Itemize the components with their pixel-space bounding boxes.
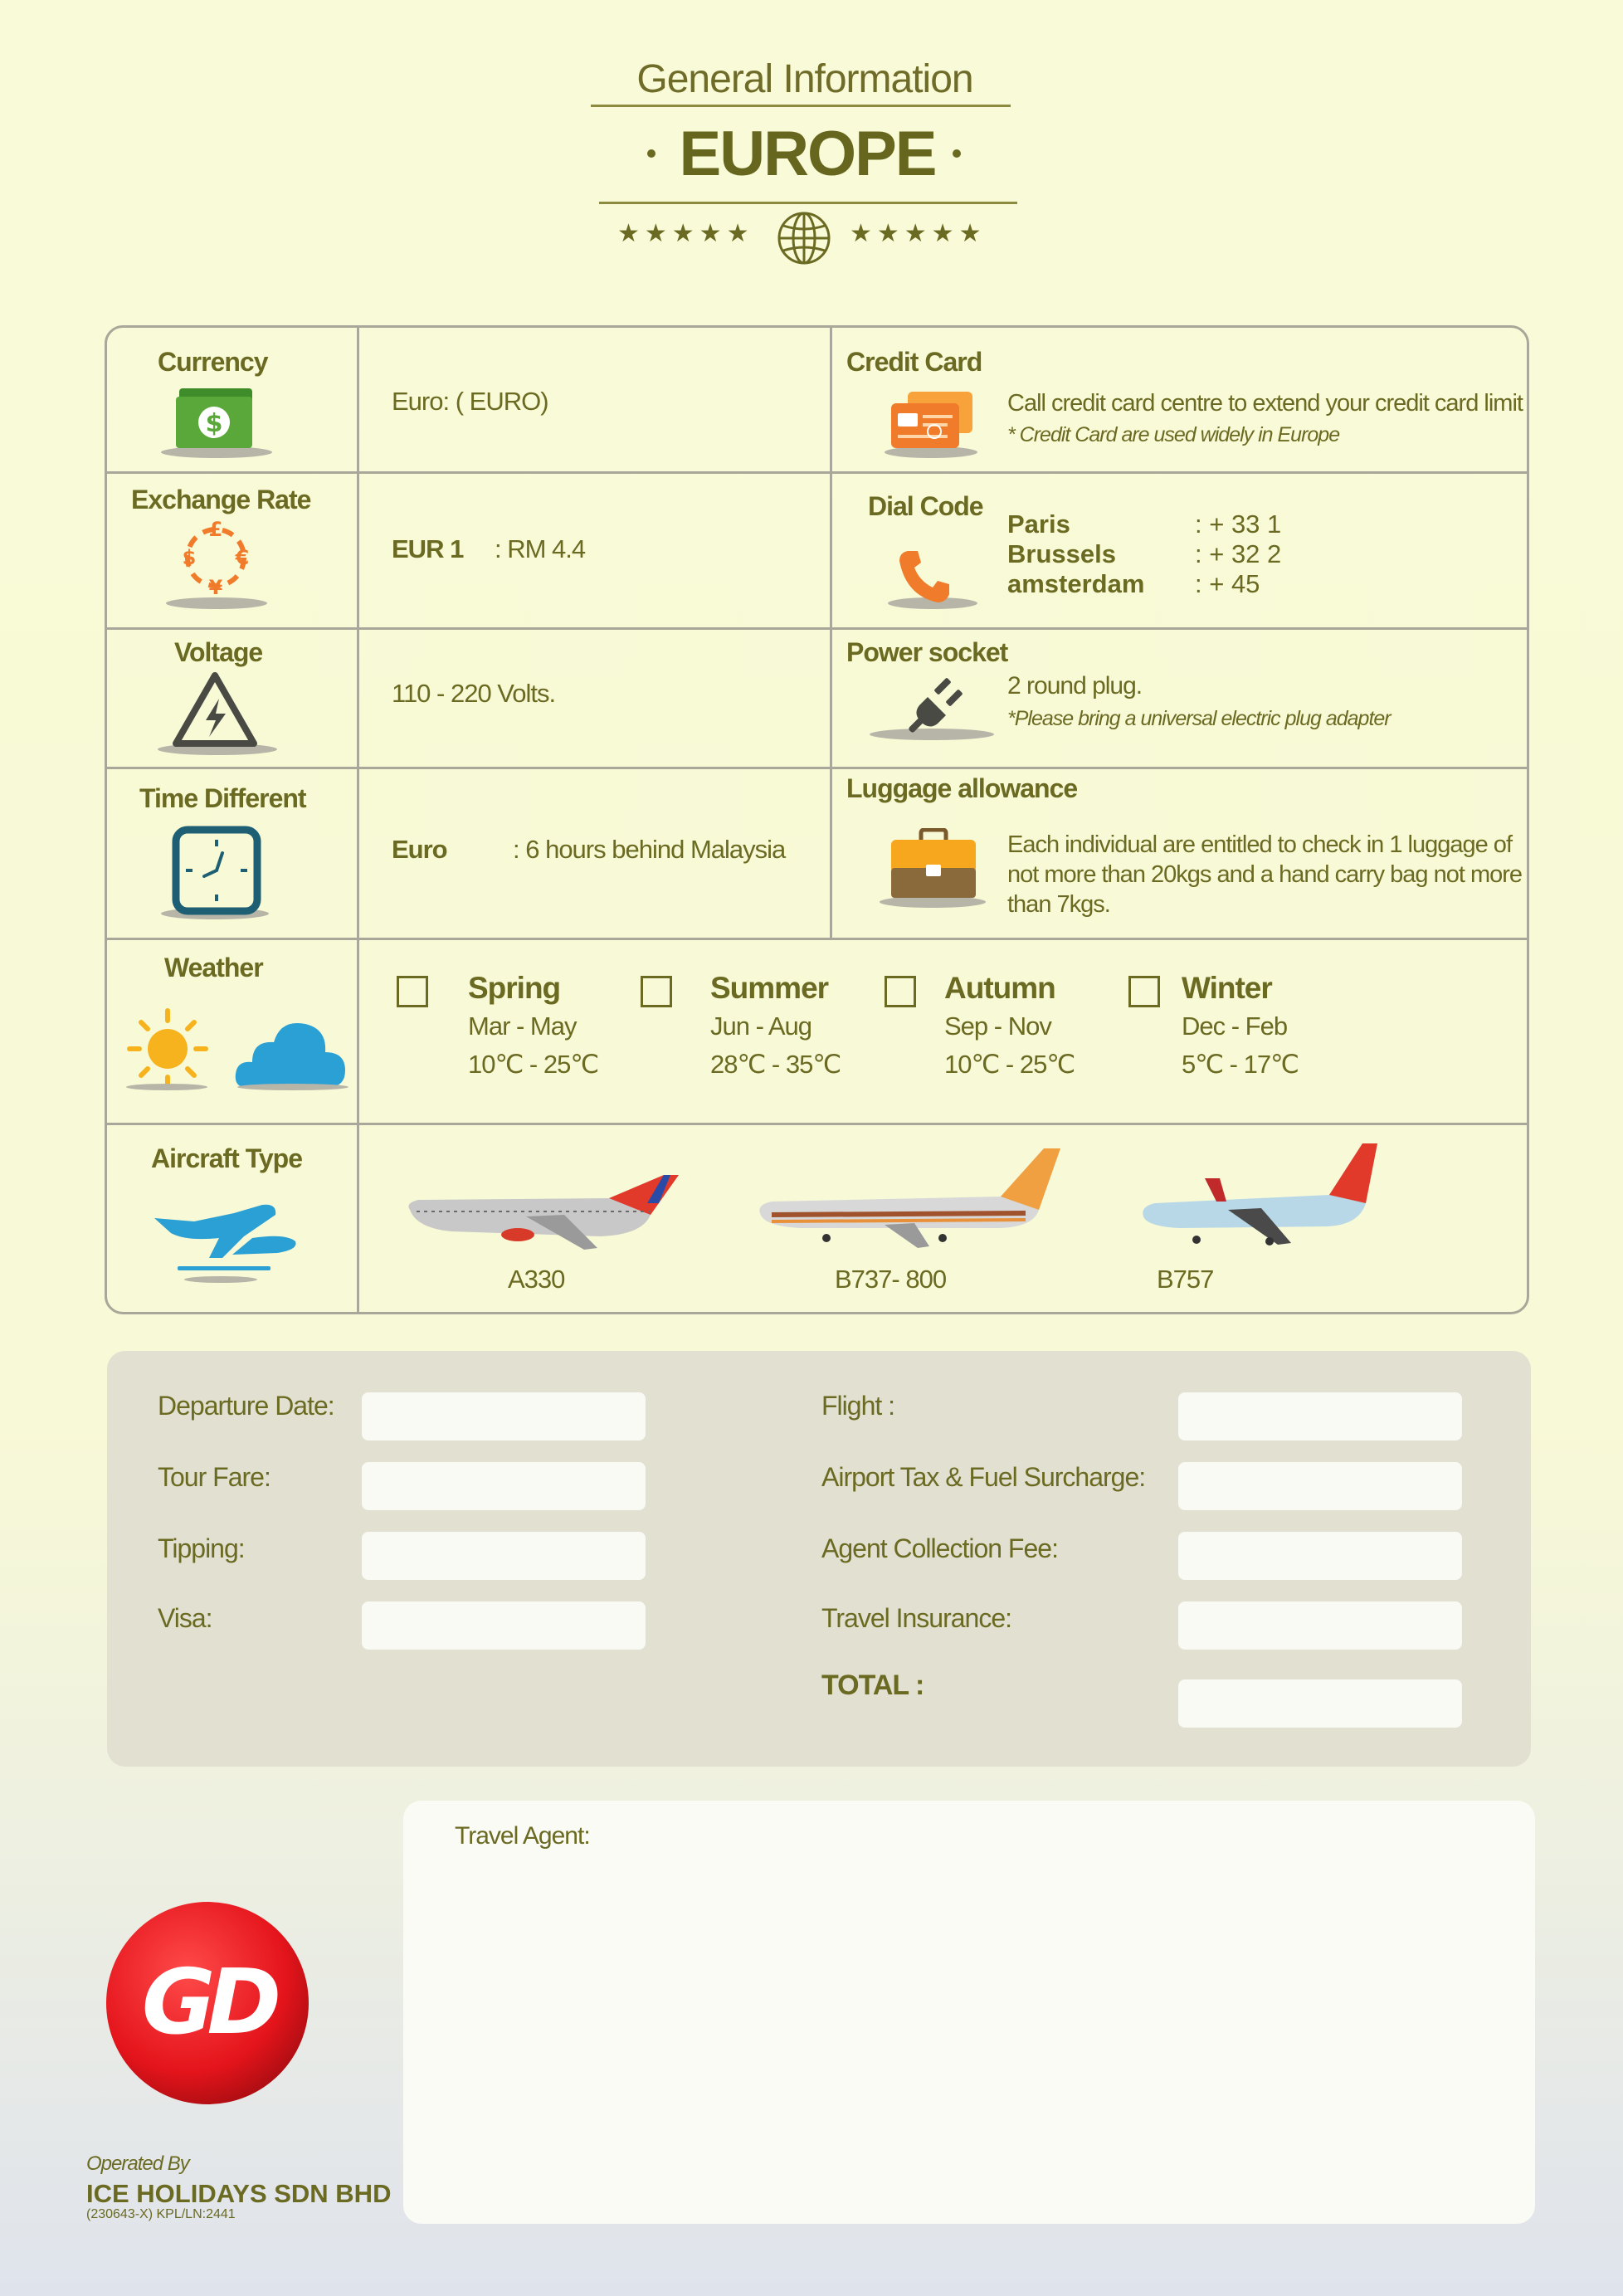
aircraft-type-name: A330 [508, 1265, 565, 1294]
header-subtitle: General Information [636, 57, 973, 101]
dial-city: Brussels [1007, 539, 1116, 568]
power-socket-text: 2 round plug. [1007, 672, 1143, 700]
time-different-label: Time Different [139, 783, 306, 813]
currency-label: Currency [158, 347, 268, 377]
travel-agent-label: Travel Agent: [455, 1822, 590, 1850]
spring-checkbox[interactable] [397, 976, 428, 1007]
season-months: Jun - Aug [710, 1012, 812, 1041]
season-name: Winter [1182, 971, 1272, 1005]
voltage-label: Voltage [174, 637, 263, 667]
icon-shadow [126, 1084, 207, 1090]
stars-left: ★★★★★ [617, 220, 754, 247]
row-divider [106, 1123, 1528, 1125]
dial-number: : + 45 [1195, 569, 1260, 598]
svg-text:¥: ¥ [208, 576, 223, 597]
dial-code-row [1007, 509, 1281, 539]
dial-number: : + 33 1 [1195, 509, 1282, 539]
aircraft-type-name: B737- 800 [835, 1265, 947, 1294]
luggage-line: not more than 20kgs and a hand carry bag not more [1007, 861, 1523, 888]
svg-text:$: $ [205, 409, 223, 438]
icon-shadow [166, 597, 267, 609]
dial-number: : + 32 2 [1195, 539, 1282, 568]
svg-text:€: € [235, 546, 250, 569]
header-divider-top [591, 105, 1011, 107]
dial-code-row [1007, 569, 1281, 599]
b737-airplane-image [752, 1145, 1067, 1253]
luggage-line: than 7kgs. [1007, 891, 1110, 918]
agent-collection-fee-label: Agent Collection Fee: [821, 1533, 1058, 1563]
row-divider [106, 627, 1528, 630]
season-name: Spring [468, 971, 561, 1005]
exchange-icon [176, 518, 256, 597]
globe-icon [777, 211, 831, 266]
luggage-text [1007, 830, 1522, 919]
cloud-icon [234, 1016, 347, 1089]
voltage-warning-icon [171, 670, 259, 750]
credit-card-label: Credit Card [846, 347, 982, 377]
voltage-value: 110 - 220 Volts. [392, 679, 556, 708]
visa-label: Visa: [158, 1603, 212, 1633]
summer-checkbox[interactable] [641, 976, 672, 1007]
money-icon [174, 385, 257, 451]
dial-code-label: Dial Code [868, 491, 983, 521]
currency-value: Euro: ( EURO) [392, 387, 548, 416]
company-registration: (230643-X) KPL/LN:2441 [86, 2207, 236, 2221]
season-temperature: 28℃ - 35℃ [710, 1050, 841, 1079]
time-region: Euro [392, 835, 447, 864]
luggage-line: Each individual are entitled to check in 1 luggage of [1007, 831, 1512, 858]
dial-code-row [1007, 539, 1281, 569]
svg-text:£: £ [208, 518, 223, 541]
season-months: Dec - Feb [1182, 1012, 1288, 1041]
power-socket-note: *Please bring a universal electric plug adapter [1007, 707, 1391, 730]
logo-text: GD [141, 1951, 274, 2055]
travel-insurance-label: Travel Insurance: [821, 1603, 1012, 1633]
weather-label: Weather [164, 953, 263, 982]
season-temperature: 10℃ - 25℃ [944, 1050, 1075, 1079]
dial-city: Paris [1007, 509, 1070, 539]
season-months: Sep - Nov [944, 1012, 1051, 1041]
power-socket-label: Power socket [846, 637, 1008, 667]
company-logo [105, 1900, 310, 2106]
time-different-value: : 6 hours behind Malaysia [513, 835, 786, 864]
exchange-currency: EUR 1 [392, 534, 464, 563]
dial-city: amsterdam [1007, 569, 1145, 598]
travel-agent-box[interactable] [403, 1801, 1535, 2224]
aircraft-type-label: Aircraft Type [151, 1143, 303, 1173]
visa-field[interactable] [362, 1601, 646, 1650]
stars-right: ★★★★★ [850, 220, 987, 247]
operated-by-label: Operated By [86, 2152, 189, 2175]
airport-tax-label: Airport Tax & Fuel Surcharge: [821, 1462, 1146, 1492]
exchange-rate-label: Exchange Rate [131, 485, 311, 514]
airplane-departure-icon [153, 1203, 302, 1280]
column-divider [830, 327, 832, 939]
header-divider-bottom [599, 202, 1017, 204]
header-dot-right [953, 149, 961, 158]
airport-tax-field[interactable] [1178, 1462, 1462, 1510]
tour-fare-field[interactable] [362, 1462, 646, 1510]
total-field[interactable] [1178, 1679, 1462, 1728]
clock-icon [171, 825, 262, 916]
travel-insurance-field[interactable] [1178, 1601, 1462, 1650]
a330-airplane-image [402, 1170, 700, 1253]
icon-shadow [237, 1084, 348, 1090]
season-temperature: 10℃ - 25℃ [468, 1050, 599, 1079]
icon-shadow [184, 1276, 257, 1283]
sun-icon [124, 1006, 211, 1092]
tour-fare-label: Tour Fare: [158, 1462, 270, 1492]
flight-label: Flight : [821, 1391, 895, 1421]
page-title: EUROPE [679, 119, 936, 189]
aircraft-type-name: B757 [1157, 1265, 1214, 1294]
season-months: Mar - May [468, 1012, 577, 1041]
row-divider [106, 767, 1528, 769]
dial-code-list [1007, 509, 1281, 599]
agent-collection-fee-field[interactable] [1178, 1532, 1462, 1580]
b757-airplane-image [1137, 1137, 1402, 1253]
tipping-label: Tipping: [158, 1533, 245, 1563]
luggage-icon [888, 828, 979, 901]
season-name: Autumn [944, 971, 1055, 1005]
company-name: ICE HOLIDAYS SDN BHD [86, 2179, 392, 2208]
plug-icon [904, 672, 971, 739]
phone-icon [896, 548, 954, 606]
departure-date-label: Departure Date: [158, 1391, 334, 1421]
svg-text:$: $ [182, 546, 197, 569]
flight-field[interactable] [1178, 1392, 1462, 1440]
departure-date-field[interactable] [362, 1392, 646, 1440]
credit-card-text: Call credit card centre to extend your credit card limit [1007, 390, 1523, 417]
row-divider [106, 471, 1528, 474]
column-divider [357, 327, 359, 1313]
exchange-rate-value: : RM 4.4 [495, 534, 586, 563]
winter-checkbox[interactable] [1128, 976, 1160, 1007]
credit-card-icon [889, 390, 976, 451]
row-divider [106, 938, 1528, 940]
luggage-label: Luggage allowance [846, 773, 1078, 803]
season-name: Summer [710, 971, 829, 1005]
credit-card-note: * Credit Card are used widely in Europe [1007, 423, 1340, 446]
season-temperature: 5℃ - 17℃ [1182, 1050, 1299, 1079]
autumn-checkbox[interactable] [885, 976, 916, 1007]
tipping-field[interactable] [362, 1532, 646, 1580]
total-label: TOTAL : [821, 1670, 924, 1701]
